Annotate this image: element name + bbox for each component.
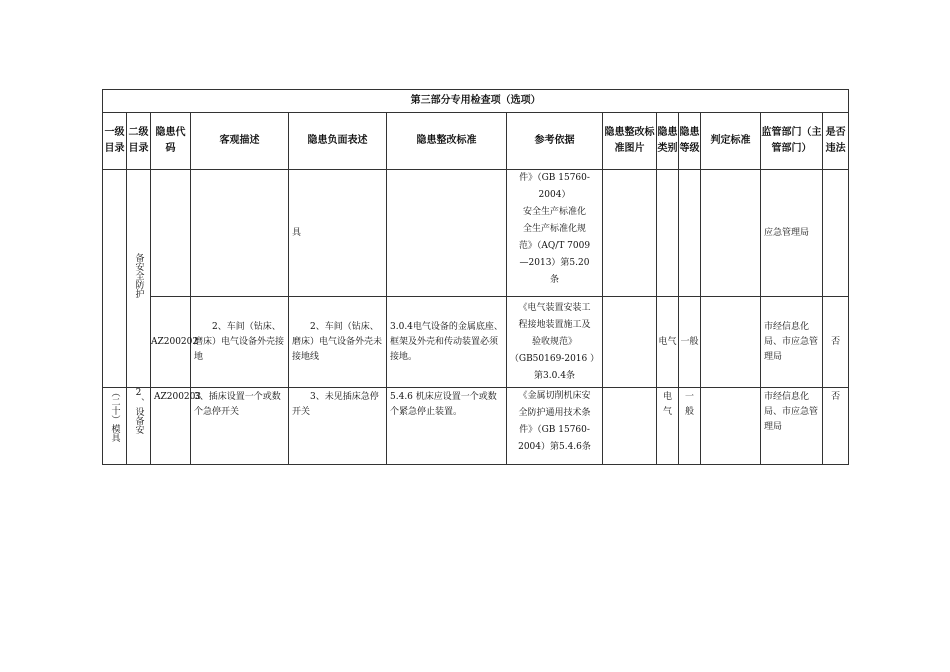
judgement-cell bbox=[701, 388, 761, 465]
illegal-cell: 否 bbox=[823, 297, 849, 388]
level1-text: （二十）模具 bbox=[109, 388, 120, 442]
title-row bbox=[103, 90, 849, 113]
grade-cell bbox=[679, 170, 701, 297]
basis-line: 验收规范》 bbox=[531, 336, 577, 347]
category-cell bbox=[657, 170, 679, 297]
header-level1: 一级目录 bbox=[103, 113, 127, 170]
dept-cell: 应急管理局 bbox=[761, 170, 823, 297]
inspection-table bbox=[102, 89, 849, 465]
header-objective: 客观描述 bbox=[191, 113, 289, 170]
category-cell: 电气 bbox=[657, 388, 679, 465]
basis-line: 2004） bbox=[538, 190, 571, 200]
level1-cell bbox=[103, 170, 127, 388]
negative-cell: 3、未见插床急停开关 bbox=[289, 388, 387, 465]
header-code: 隐患代码 bbox=[151, 113, 191, 170]
header-category: 隐患类别 bbox=[657, 113, 679, 170]
objective-cell bbox=[191, 170, 289, 297]
image-cell bbox=[603, 388, 657, 465]
basis-cell bbox=[507, 388, 603, 465]
rectify-cell: 3.0.4电气设备的金属底座、框架及外壳和传动装置必须接地。 bbox=[387, 297, 507, 388]
rectify-cell bbox=[387, 170, 507, 297]
basis-line: 安全生产标准化 bbox=[522, 207, 586, 217]
grade-cell: 一般 bbox=[679, 388, 701, 465]
level2-cell bbox=[127, 388, 151, 465]
dept-cell: 市经信息化局、市应急管理局 bbox=[761, 388, 823, 465]
basis-line: 条 bbox=[549, 275, 559, 285]
basis-line: 2004）第5.4.6条 bbox=[518, 442, 591, 452]
basis-line: 《金属切削机床安 bbox=[518, 391, 591, 401]
level1-cell bbox=[103, 388, 127, 465]
dept-cell: 市经信息化局、市应急管理局 bbox=[761, 297, 823, 388]
code-cell: AZ200202 bbox=[151, 297, 191, 388]
header-basis: 参考依据 bbox=[507, 113, 603, 170]
code-cell: AZ200203 bbox=[151, 388, 191, 465]
basis-line: 件》（GB 15760- bbox=[519, 425, 590, 435]
image-cell bbox=[603, 170, 657, 297]
header-judgement: 判定标准 bbox=[701, 113, 761, 170]
header-grade: 隐患等级 bbox=[679, 113, 701, 170]
code-cell bbox=[151, 170, 191, 297]
header-rectify-standard: 隐患整改标准 bbox=[387, 113, 507, 170]
negative-cell: 2、车间（钻床、磨床）电气设备外壳未接地线 bbox=[289, 297, 387, 388]
category-cell: 电气 bbox=[657, 297, 679, 388]
rectify-cell: 5.4.6 机床应设置一个或数个紧急停止装置。 bbox=[387, 388, 507, 465]
grade-cell: 一般 bbox=[679, 297, 701, 388]
basis-line: 全生产标准化规 bbox=[522, 224, 586, 234]
basis-cell bbox=[507, 170, 603, 297]
table-title: 第三部分专用检查项（选项） bbox=[103, 90, 849, 113]
basis-line: 第3.0.4条 bbox=[534, 370, 575, 381]
level2-text: 2、设备安 bbox=[133, 388, 144, 434]
basis-line: 件》（GB 15760- bbox=[519, 173, 590, 183]
basis-line: 范》（AQ/T 7009 bbox=[518, 241, 591, 251]
basis-line: —2013）第5.20 bbox=[519, 258, 590, 268]
basis-line: （GB50169-2016 ） bbox=[509, 353, 600, 364]
level2-text: 备安全防护 bbox=[133, 253, 144, 298]
level2-cell bbox=[127, 170, 151, 388]
judgement-cell bbox=[701, 170, 761, 297]
negative-cell: 具 bbox=[289, 170, 387, 297]
judgement-cell bbox=[701, 297, 761, 388]
table-row bbox=[103, 297, 849, 388]
table-row bbox=[103, 170, 849, 297]
basis-line: 《电气装置安装工 bbox=[518, 302, 591, 313]
header-dept: 监管部门（主管部门） bbox=[761, 113, 823, 170]
column-header-row bbox=[103, 113, 849, 170]
illegal-cell bbox=[823, 170, 849, 297]
basis-line: 程接地装置施工及 bbox=[518, 319, 591, 330]
header-level2: 二级目录 bbox=[127, 113, 151, 170]
illegal-cell: 否 bbox=[823, 388, 849, 465]
header-image: 隐患整改标准图片 bbox=[603, 113, 657, 170]
header-illegal: 是否违法 bbox=[823, 113, 849, 170]
image-cell bbox=[603, 297, 657, 388]
basis-line: 全防护通用技术条 bbox=[518, 408, 591, 418]
table-row bbox=[103, 388, 849, 465]
objective-cell: 3、插床设置一个或数个急停开关 bbox=[191, 388, 289, 465]
inspection-table-sheet bbox=[102, 89, 848, 465]
objective-cell: 2、车间（钻床、磨床）电气设备外壳接地 bbox=[191, 297, 289, 388]
basis-cell bbox=[507, 297, 603, 388]
header-negative: 隐患负面表述 bbox=[289, 113, 387, 170]
